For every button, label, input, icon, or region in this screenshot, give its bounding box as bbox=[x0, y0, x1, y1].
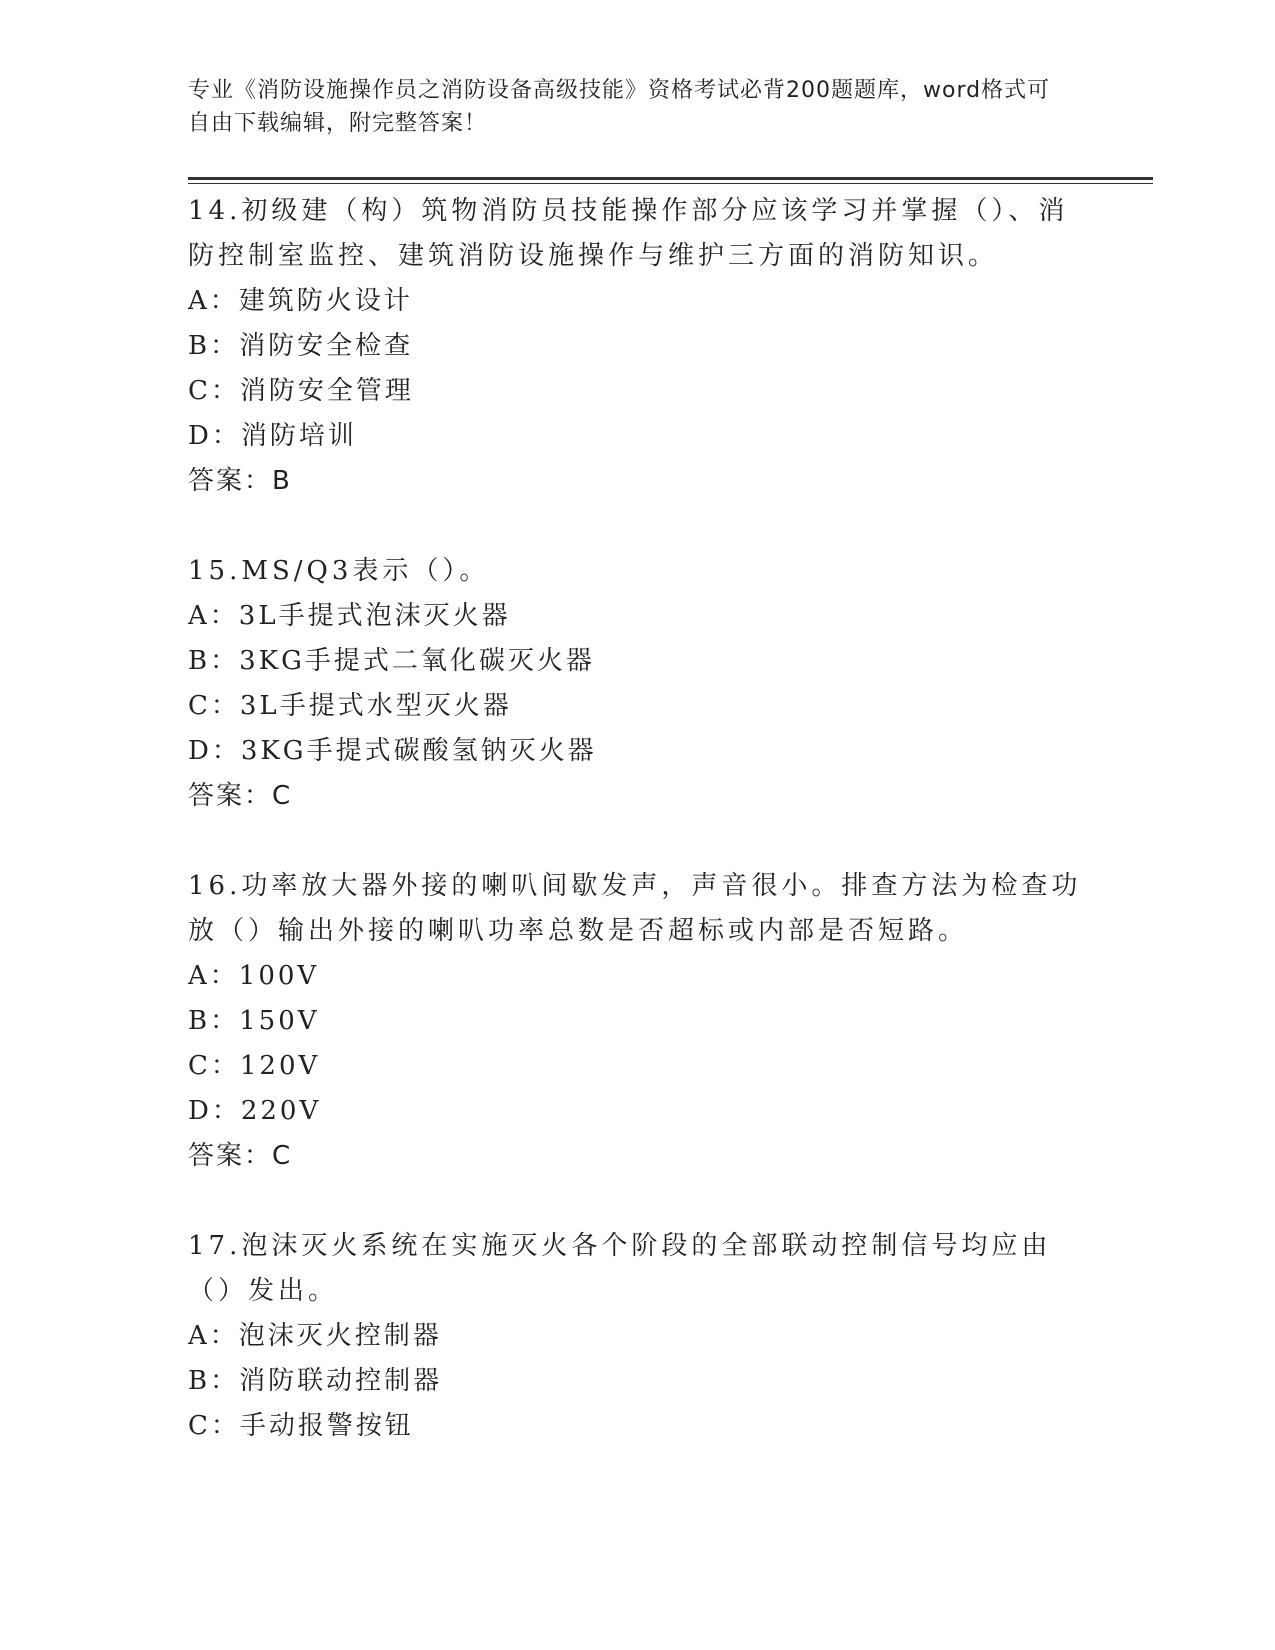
option-a: A：建筑防火设计 bbox=[188, 286, 413, 316]
question-list bbox=[188, 189, 1088, 1494]
question-17 bbox=[188, 1224, 1088, 1449]
header-divider-thick bbox=[188, 177, 1153, 180]
header-divider-thin bbox=[188, 183, 1153, 184]
question-stem: 17.泡沫灭火系统在实施灭火各个阶段的全部联动控制信号均应由（）发出。 bbox=[188, 1231, 1052, 1306]
option-c: C：3L手提式水型灭火器 bbox=[188, 691, 512, 721]
option-b: B：消防安全检查 bbox=[188, 331, 414, 361]
option-c: C：120V bbox=[188, 1051, 321, 1081]
option-b: B：消防联动控制器 bbox=[188, 1366, 443, 1396]
question-stem: 14.初级建（构）筑物消防员技能操作部分应该学习并掌握（）、消防控制室监控、建筑消防设施操作与维护三方面的消防知识。 bbox=[188, 196, 1069, 271]
document-header: 专业《消防设施操作员之消防设备高级技能》资格考试必背200题题库，word格式可自由下载编辑，附完整答案！ bbox=[188, 78, 1051, 136]
option-a: A：3L手提式泡沫灭火器 bbox=[188, 601, 511, 631]
option-b: B：150V bbox=[188, 1006, 320, 1036]
question-15 bbox=[188, 549, 1088, 819]
answer: 答案：B bbox=[188, 466, 292, 496]
option-a: A：100V bbox=[188, 961, 320, 991]
answer: 答案：C bbox=[188, 1141, 293, 1171]
question-14 bbox=[188, 189, 1088, 504]
question-16 bbox=[188, 864, 1088, 1179]
option-d: D：3KG手提式碳酸氢钠灭火器 bbox=[188, 736, 597, 766]
question-stem: 16.功率放大器外接的喇叭间歇发声，声音很小。排查方法为检查功放（）输出外接的喇叭功率总数是否超标或内部是否短路。 bbox=[188, 871, 1082, 946]
option-d: D：220V bbox=[188, 1096, 322, 1126]
option-b: B：3KG手提式二氧化碳灭火器 bbox=[188, 646, 595, 676]
option-c: C：消防安全管理 bbox=[188, 376, 414, 406]
option-a: A：泡沫灭火控制器 bbox=[188, 1321, 442, 1351]
option-d: D：消防培训 bbox=[188, 421, 357, 451]
answer: 答案：C bbox=[188, 781, 293, 811]
question-stem: 15.MS/Q3表示（）。 bbox=[188, 556, 490, 586]
option-c: C：手动报警按钮 bbox=[188, 1411, 414, 1441]
